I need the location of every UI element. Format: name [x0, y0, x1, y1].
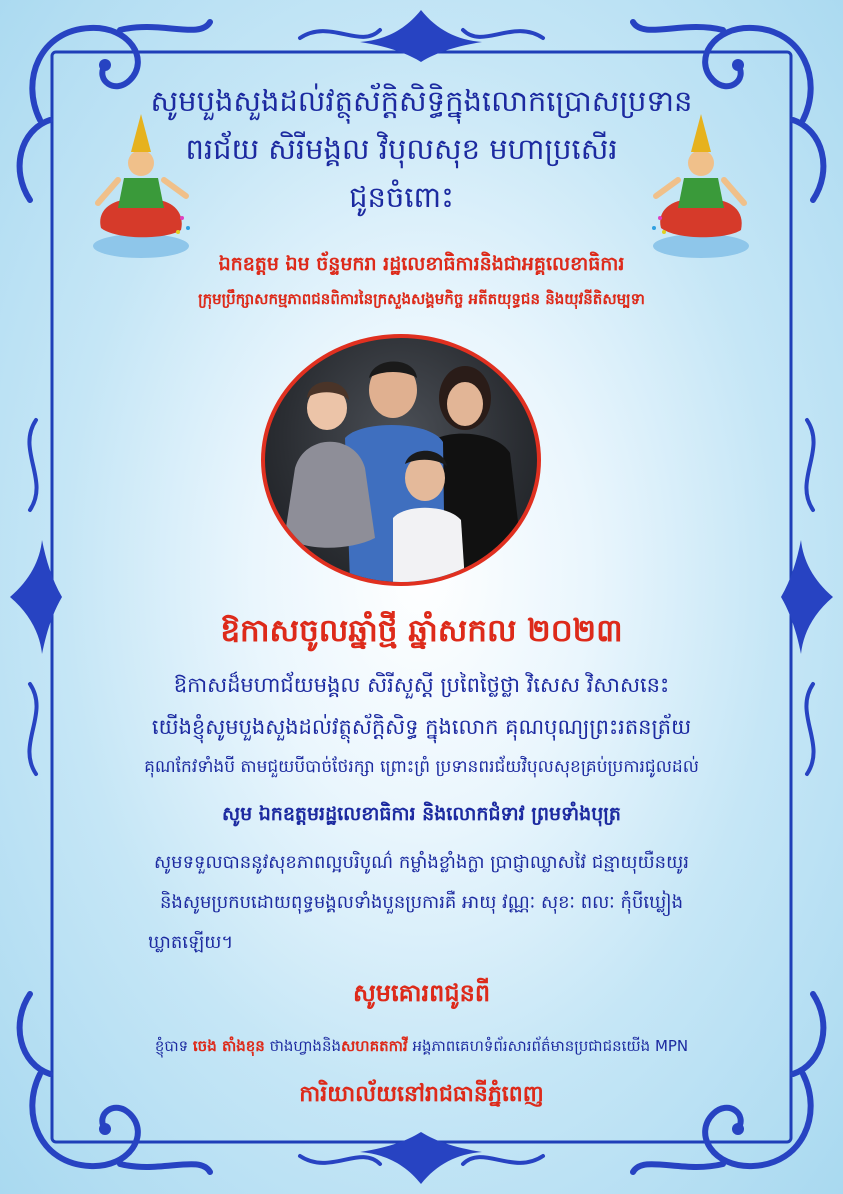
- wish-line-2: និងសូមប្រកបដោយពុទ្ធមង្គលទាំងបួនប្រការគឺ អាយុ វណ្ណៈ សុខៈ ពលៈ កុំបីឃ្លៀង: [159, 892, 684, 913]
- body-line-1: ឱកាសដ៏មហាជ័យមង្គល សិរីសួស្តី ប្រពៃថ្លៃថ្លា វិសេស វិសាសនេះ: [173, 673, 670, 697]
- office-location: ការិយាល័យនៅរាជធានីភ្នំពេញ: [299, 1082, 544, 1107]
- sender-prefix: ខ្ញុំបាទ: [154, 1037, 189, 1055]
- recipient-title: ឯកឧត្តម ឯម ច័ន្ទមករា រដ្ឋលេខាធិការនិងជាអគ្គលេខាធិការ: [218, 253, 625, 275]
- family-dedication-line: សូម ឯកឧត្តមរដ្ឋលេខាធិការ និងលោកជំទាវ ព្រមទាំងបុត្រ: [221, 803, 621, 825]
- body-line-2: យើងខ្ញុំសូមបួងសួងដល់វត្ថុស័ក្តិសិទ្ធ ក្នុងលោក គុណបុណ្យព្រះរតនត្រ័យ: [151, 715, 692, 739]
- wish-line-3: ឃ្លាតឡើយ។: [148, 932, 234, 953]
- new-year-greeting-title: ឱកាសចូលឆ្នាំថ្មី ឆ្នាំសកល ២០២៣: [220, 613, 623, 649]
- sender-group: សហគតកាវី: [341, 1037, 408, 1055]
- family-portrait-icon: [265, 338, 537, 582]
- body-line-3: គុណកែវទាំងបី តាមជួយបីបាច់ថែរក្សា ព្រោះព្រំ ប្រទានពរជ័យវិបុលសុខគ្រប់ប្រការជូលដល់: [144, 757, 699, 777]
- sender-line: [0, 1037, 843, 1059]
- wish-line-1: សូមទទួលបាននូវសុខភាពល្អបរិបូណ៌ កម្លាំងខ្លាំងក្លា ប្រាជ្ញាឈ្លាសវៃ ជន្មាយុយឺនយូរ: [154, 852, 689, 873]
- recipient-organization: ក្រុមប្រឹក្សាសកម្មភាពជនពិការនៃក្រសួងសង្គមកិច្ច អតីតយុទ្ធជន និងយុវនីតិសម្បទា: [198, 290, 645, 308]
- closing-respect: សូមគោរពជូនពី: [352, 979, 491, 1007]
- sender-middle: ថាងហ្វាងនិង: [269, 1037, 341, 1055]
- blessing-heading-line-3: ជូនចំពោះ: [349, 180, 454, 214]
- blessing-heading-line-1: សូមបួងសួងដល់វត្ថុស័ក្តិសិទ្ធិក្នុងលោកប្រោសប្រទាន: [150, 84, 693, 118]
- sender-suffix: អង្គភាពគេហទំព័រសារព័ត៌មានប្រជាជនយើង MPN: [412, 1037, 689, 1055]
- sender-name: ចេង តាំងខុន: [192, 1037, 265, 1055]
- family-photo: [261, 334, 541, 586]
- blessing-heading-line-2: ពរជ័យ សិរីមង្គល វិបុលសុខ មហាប្រសើរ: [185, 132, 618, 166]
